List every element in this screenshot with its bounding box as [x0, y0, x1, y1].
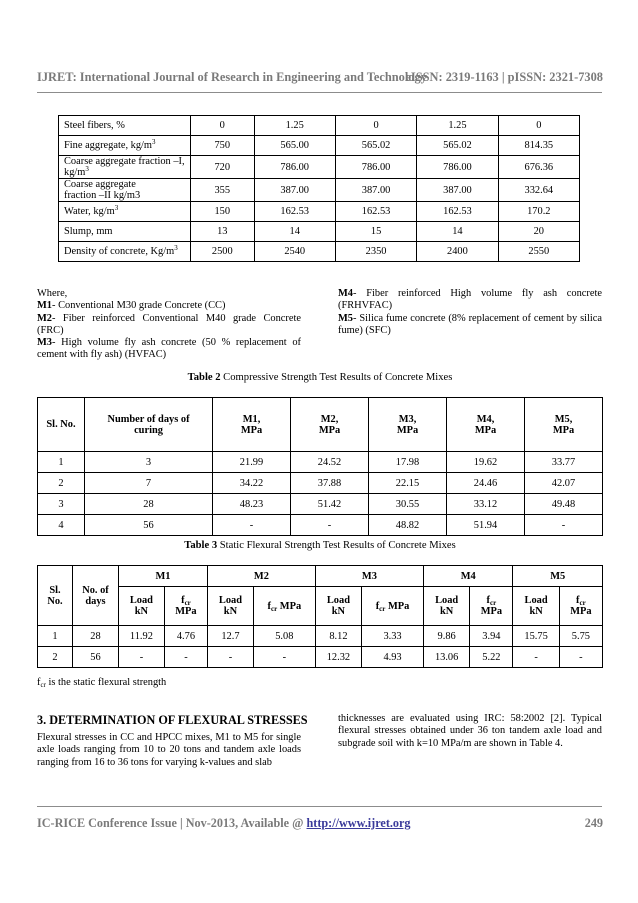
table2-cell: 17.98	[369, 452, 447, 473]
mix-cell: 332.64	[498, 179, 579, 202]
journal-issn: eISSN: 2319-1163 | pISSN: 2321-7308	[405, 70, 603, 84]
journal-header	[37, 70, 603, 85]
mix-cell: 162.53	[335, 202, 416, 222]
table3-group-m3: M3	[315, 566, 423, 587]
page-footer	[37, 816, 603, 831]
table2-cell: 24.46	[447, 473, 525, 494]
table2-header-cell: M2, MPa	[291, 398, 369, 452]
def-m3: M3- High volume fly ash concrete (50 % replacement of cement with fly ash) (HVFAC)	[37, 337, 301, 361]
table3-cell: 1	[38, 626, 73, 647]
footer-text: IC-RICE Conference Issue | Nov-2013, Available @	[37, 816, 307, 830]
mix-cell: 387.00	[417, 179, 498, 202]
flexural-strength-table	[37, 565, 603, 668]
compressive-strength-table	[37, 397, 603, 536]
table3-row	[38, 626, 603, 647]
table2-cell: 22.15	[369, 473, 447, 494]
mix-cell: 0	[498, 116, 579, 136]
mix-definitions-right	[338, 288, 602, 337]
table3-body	[38, 626, 603, 668]
table2-cell: 33.77	[525, 452, 603, 473]
table2-cell: 24.52	[291, 452, 369, 473]
table2-caption: Table 2 Compressive Strength Test Results of Concrete Mixes	[187, 372, 453, 383]
table3-cell: 9.86	[424, 626, 470, 647]
table3-cell: 12.32	[315, 647, 361, 668]
table3-cell: 5.22	[470, 647, 513, 668]
mix-cell: 14	[417, 222, 498, 242]
header-rule	[37, 92, 602, 93]
table2-cell: 21.99	[213, 452, 291, 473]
mix-row-label: Coarse aggregate fraction –I, $kg/m^3$	[59, 156, 191, 179]
table2-cell: 48.82	[369, 515, 447, 536]
mix-cell: 2540	[254, 242, 335, 262]
table3-cell: -	[119, 647, 165, 668]
table2-cell: 30.55	[369, 494, 447, 515]
table3-row	[38, 647, 603, 668]
table2-cell: 1	[38, 452, 85, 473]
fcr-footnote: $f_{cr}$ is the static flexural strength	[37, 677, 167, 689]
table3-cell: -	[208, 647, 254, 668]
table2-cell: 28	[85, 494, 213, 515]
section3-left-text: Flexural stresses in CC and HPCC mixes, M1 to M5 for single axle loads ranging from 10 to 20 tons and tandem axle loads ranging from 16 to 36 tons for varying k-values and slab	[37, 732, 301, 768]
table3-cell: 3.33	[362, 626, 424, 647]
table2-cell: 56	[85, 515, 213, 536]
mix-cell: 2550	[498, 242, 579, 262]
mix-row-label: Density of concrete, $Kg/m^3$	[59, 242, 191, 262]
table2-cell: -	[213, 515, 291, 536]
table2-cell: 7	[85, 473, 213, 494]
mix-cell: 162.53	[254, 202, 335, 222]
mix-cell: 0	[191, 116, 255, 136]
table3-fcr-header: $f_{cr}$ MPa	[164, 587, 207, 626]
section3-right-text: thicknesses are evaluated using IRC: 58:2002 [2]. Typical flexural stresses obtained under 36 ton tandem axle load and subgrade soil with k=10 MPa/m are shown in Table 4.	[338, 713, 602, 749]
mix-row-label: Slump, mm	[59, 222, 191, 242]
table2-cell: 3	[38, 494, 85, 515]
table2-header-cell: M3, MPa	[369, 398, 447, 452]
page-number: 249	[584, 816, 603, 830]
table3-cell: 5.08	[253, 626, 315, 647]
table2-cell: 4	[38, 515, 85, 536]
table2-cell: 33.12	[447, 494, 525, 515]
table2-cell: 19.62	[447, 452, 525, 473]
mix-cell: 2400	[417, 242, 498, 262]
def-m2: M2- Fiber reinforced Conventional M40 grade Concrete (FRC)	[37, 312, 301, 336]
mix-row-label: Steel fibers, %	[59, 116, 191, 136]
table3-fcr-header: $f_{cr}$ MPa	[470, 587, 513, 626]
mix-table-row	[59, 222, 580, 242]
mix-cell: 720	[191, 156, 255, 179]
table3-cell: 11.92	[119, 626, 165, 647]
table3-fcr-header: $f_{cr}$ MPa	[559, 587, 602, 626]
mix-cell: 162.53	[417, 202, 498, 222]
mix-table-row	[59, 242, 580, 262]
mix-cell: 565.00	[254, 136, 335, 156]
journal-link[interactable]: http://www.ijret.org	[306, 816, 411, 830]
mix-cell: 387.00	[335, 179, 416, 202]
table2-body	[38, 452, 603, 536]
table3-cell: 4.93	[362, 647, 424, 668]
table2-cell: 51.94	[447, 515, 525, 536]
table2-cell: 49.48	[525, 494, 603, 515]
mix-definitions-left	[37, 288, 301, 362]
mix-cell: 814.35	[498, 136, 579, 156]
table3-cell: 15.75	[513, 626, 559, 647]
table3-group-m1: M1	[119, 566, 208, 587]
mix-cell: 786.00	[417, 156, 498, 179]
mix-cell: 0	[335, 116, 416, 136]
table3-cell: 5.75	[559, 626, 602, 647]
table3-cell: 28	[73, 626, 119, 647]
table2-header-cell: Number of days of curing	[85, 398, 213, 452]
table2-header-cell: M5, MPa	[525, 398, 603, 452]
mix-table-row	[59, 179, 580, 202]
table3-cell: 3.94	[470, 626, 513, 647]
table3-cell: -	[559, 647, 602, 668]
mix-cell: 15	[335, 222, 416, 242]
mix-row-label: Water, $kg/m^3$	[59, 202, 191, 222]
mix-cell: 355	[191, 179, 255, 202]
mix-row-label: Coarse aggregate fraction –II kg/m3	[59, 179, 191, 202]
table3-days-header: No. of days	[73, 566, 119, 626]
table2-cell: 48.23	[213, 494, 291, 515]
mix-proportion-table	[58, 115, 580, 262]
table3-subheader-row	[38, 587, 603, 626]
mix-cell: 676.36	[498, 156, 579, 179]
mix-cell: 786.00	[254, 156, 335, 179]
mix-cell: 786.00	[335, 156, 416, 179]
table3-cell: -	[253, 647, 315, 668]
table3-group-row	[38, 566, 603, 587]
table3-sl-header: Sl. No.	[38, 566, 73, 626]
mix-table-row	[59, 202, 580, 222]
mix-cell: 565.02	[335, 136, 416, 156]
table3-cell: 13.06	[424, 647, 470, 668]
mix-row-label: Fine aggregate, $kg/m^3$	[59, 136, 191, 156]
table3-cell: 2	[38, 647, 73, 668]
table2-header-row	[38, 398, 603, 452]
journal-title: IJRET: International Journal of Research in Engineering and Technology	[37, 70, 427, 84]
table3-load-header: Load kN	[315, 587, 361, 626]
table3-fcr-header: $f_{cr}$ MPa	[253, 587, 315, 626]
table3-cell: 12.7	[208, 626, 254, 647]
mix-cell: 387.00	[254, 179, 335, 202]
table2-cell: 42.07	[525, 473, 603, 494]
table3-cell: 4.76	[164, 626, 207, 647]
def-m5: M5- Silica fume concrete (8% replacement of cement by silica fume) (SFC)	[338, 312, 602, 336]
section3-heading: 3. DETERMINATION OF FLEXURAL STRESSES	[37, 713, 308, 727]
mix-cell: 565.02	[417, 136, 498, 156]
mix-cell: 13	[191, 222, 255, 242]
def-m1: M1- Conventional M30 grade Concrete (CC)	[37, 300, 226, 312]
table3-cell: -	[513, 647, 559, 668]
table2-header-cell: Sl. No.	[38, 398, 85, 452]
table3-cell: 8.12	[315, 626, 361, 647]
mix-cell: 20	[498, 222, 579, 242]
table3-load-header: Load kN	[424, 587, 470, 626]
table2-cell: 3	[85, 452, 213, 473]
mix-cell: 14	[254, 222, 335, 242]
table2-cell: 34.22	[213, 473, 291, 494]
mix-table-row	[59, 116, 580, 136]
table3-group-m4: M4	[424, 566, 513, 587]
table2-row	[38, 515, 603, 536]
table3-fcr-header: $f_{cr}$ MPa	[362, 587, 424, 626]
mix-cell: 1.25	[417, 116, 498, 136]
table2-row	[38, 494, 603, 515]
table2-row	[38, 473, 603, 494]
table2-header-cell: M4, MPa	[447, 398, 525, 452]
table2-cell: 51.42	[291, 494, 369, 515]
table2-cell: 37.88	[291, 473, 369, 494]
mix-cell: 1.25	[254, 116, 335, 136]
table3-group-m2: M2	[208, 566, 316, 587]
mix-cell: 750	[191, 136, 255, 156]
mix-cell: 150	[191, 202, 255, 222]
table3-load-header: Load kN	[208, 587, 254, 626]
table2-cell: 2	[38, 473, 85, 494]
footer-rule	[37, 806, 602, 807]
mix-table-body	[59, 116, 580, 262]
table2-cell: -	[291, 515, 369, 536]
table2-header-cell: M1, MPa	[213, 398, 291, 452]
mix-table-row	[59, 156, 580, 179]
table2-cell: -	[525, 515, 603, 536]
mix-table-row	[59, 136, 580, 156]
table3-load-header: Load kN	[513, 587, 559, 626]
def-m4: M4- Fiber reinforced High volume fly ash concrete (FRHVFAC)	[338, 288, 602, 312]
where-intro: Where,	[37, 288, 68, 299]
mix-cell: 2350	[335, 242, 416, 262]
table3-cell: -	[164, 647, 207, 668]
table3-load-header: Load kN	[119, 587, 165, 626]
table3-group-m5: M5	[513, 566, 603, 587]
table3-cell: 56	[73, 647, 119, 668]
mix-cell: 170.2	[498, 202, 579, 222]
table3-caption: Table 3 Static Flexural Strength Test Results of Concrete Mixes	[184, 540, 456, 551]
mix-cell: 2500	[191, 242, 255, 262]
table2-row	[38, 452, 603, 473]
